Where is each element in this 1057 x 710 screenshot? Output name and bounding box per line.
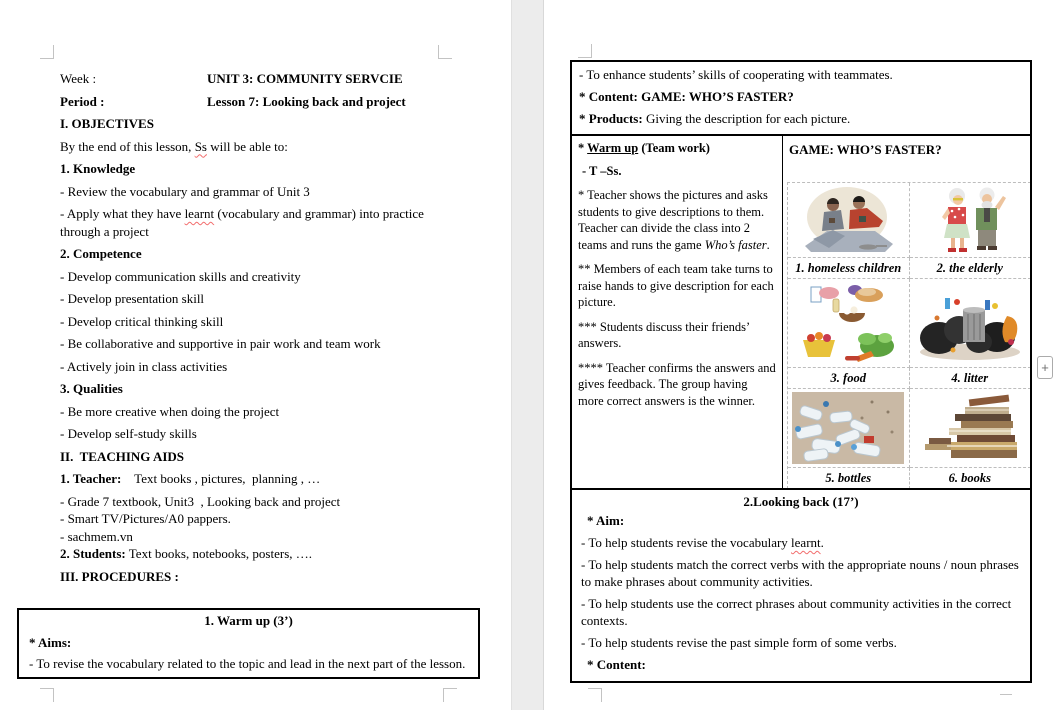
crop-mark-icon	[40, 688, 54, 702]
competence-item: - Actively join in class activities	[60, 358, 228, 374]
header-row-week	[60, 70, 460, 88]
activity-step: ** Members of each team take turns to raise hands to give description for each picture.	[578, 262, 774, 309]
crop-mark-icon	[40, 45, 54, 59]
qualities-item: - Be more creative when doing the project	[60, 403, 280, 419]
competence-item: - Develop communication skills and creativity	[60, 268, 301, 284]
looking-back-aim: - To help students match the correct verbs with the appropriate nouns / noun phrases to make phrases about community activities.	[581, 557, 1019, 589]
aim-label: * Aim:	[587, 513, 625, 528]
procedures-table	[570, 60, 1032, 683]
knowledge-item: - Apply what they have learnt (vocabulary and grammar) into practice through a project	[60, 206, 428, 239]
products-label: * Products:	[579, 111, 643, 126]
picture-caption: 5. bottles	[788, 468, 910, 488]
students-line: 2. Students: Text books, notebooks, posters, ….	[60, 546, 313, 561]
students-label: 2. Students:	[60, 546, 126, 561]
teacher-item: - Smart TV/Pictures/A0 pappers.	[60, 511, 231, 526]
page-left[interactable]	[0, 0, 511, 710]
image-bottles	[788, 389, 910, 468]
interaction-line: - T –Ss.	[582, 163, 622, 178]
qualities-heading: 3. Qualities	[60, 381, 123, 396]
content-line: * Content: GAME: WHO’S FASTER?	[579, 89, 794, 104]
warmup-aims-label: * Aims:	[29, 634, 72, 650]
crop-mark-icon	[578, 44, 592, 58]
period-label: Period :	[60, 93, 105, 109]
picture-caption: 1. homeless children	[788, 258, 910, 279]
products-line: * Products: Giving the description for each picture.	[579, 111, 851, 126]
crop-mark-icon	[438, 45, 452, 59]
image-homeless-children	[788, 183, 910, 258]
spellcheck-word: learnt	[184, 206, 215, 221]
activity-cell	[572, 136, 783, 488]
lesson-plan-body	[60, 70, 460, 590]
competence-heading: 2. Competence	[60, 246, 142, 261]
image-litter	[910, 279, 1031, 368]
picture-caption: 3. food	[788, 368, 910, 389]
plus-icon: +	[1041, 360, 1049, 375]
crop-mark-icon	[443, 688, 457, 702]
competence-item: - Be collaborative and supportive in pair work and team work	[60, 336, 381, 351]
aim-line: - To enhance students’ skills of cooperating with teammates.	[579, 67, 893, 82]
game-title: GAME: WHO’S FASTER?	[789, 142, 942, 157]
crop-mark-icon	[1000, 694, 1012, 695]
picture-caption: 6. books	[910, 468, 1031, 488]
activity-step: *** Students discuss their friends’ answers.	[578, 319, 750, 350]
looking-back-title: 2.Looking back (17’)	[743, 494, 859, 509]
image-books	[910, 389, 1031, 468]
knowledge-item: - Review the vocabulary and grammar of Unit 3	[60, 183, 310, 199]
spellcheck-word: learnt	[791, 535, 821, 550]
knowledge-heading: 1. Knowledge	[60, 161, 136, 176]
procedures-heading: III. PROCEDURES :	[60, 568, 179, 584]
teacher-item: - Grade 7 textbook, Unit3 , Looking back and project	[60, 493, 341, 509]
crop-mark-icon	[588, 688, 602, 702]
unit-title: UNIT 3: COMMUNITY SERVCIE	[207, 71, 403, 86]
week-label: Week :	[60, 71, 97, 86]
activity-step: * Teacher shows the pictures and asks students to give descriptions to them. Teacher can divide the class into 2 teams and runs the game Who’s faster.	[578, 188, 770, 252]
warmup-box	[17, 608, 480, 679]
activity-warmup-line: * Warm up (Team work)	[578, 141, 710, 155]
page-right[interactable]	[545, 0, 1057, 710]
warmup-title: 1. Warm up (3’)	[204, 613, 293, 628]
add-button[interactable]	[1037, 356, 1053, 379]
objectives-intro: By the end of this lesson, Ss will be able to:	[60, 138, 288, 154]
spellcheck-word: Ss	[194, 138, 207, 154]
table-row-looking-back	[572, 490, 1030, 681]
competence-item: - Develop critical thinking skill	[60, 313, 224, 329]
teaching-aids-heading: II. TEACHING AIDS	[60, 448, 185, 464]
image-food	[788, 279, 910, 368]
teacher-item: - sachmem.vn	[60, 528, 133, 544]
picture-grid	[787, 182, 1030, 488]
objectives-heading: I. OBJECTIVES	[60, 116, 154, 131]
content-label: * Content:	[587, 657, 646, 672]
warmup-aim-text: - To revise the vocabulary related to the topic and lead in the next part of the lesson.	[29, 656, 466, 671]
picture-caption: 4. litter	[910, 368, 1031, 389]
looking-back-aim: - To help students revise the past simple form of some verbs.	[581, 635, 897, 650]
game-cell	[783, 136, 1030, 488]
qualities-item: - Develop self-study skills	[60, 426, 197, 441]
looking-back-aim: - To help students revise the vocabulary learnt.	[581, 535, 824, 550]
competence-item: - Develop presentation skill	[60, 291, 205, 306]
teacher-label: 1. Teacher:	[60, 471, 122, 486]
image-the-elderly	[910, 183, 1031, 258]
lesson-title: Lesson 7: Looking back and project	[207, 93, 406, 109]
picture-caption: 2. the elderly	[910, 258, 1031, 279]
page-gutter	[511, 0, 544, 710]
table-row-aims	[572, 62, 1030, 136]
looking-back-aim: - To help students use the correct phrases about community activities in the correct contexts.	[581, 596, 1012, 628]
header-row-period	[60, 93, 460, 111]
table-row-activity	[572, 136, 1030, 490]
teacher-line: 1. Teacher: Text books , pictures, planning , …	[60, 471, 321, 486]
activity-step: **** Teacher confirms the answers and gives feedback. The group having more correct answers is the winner.	[578, 360, 776, 408]
